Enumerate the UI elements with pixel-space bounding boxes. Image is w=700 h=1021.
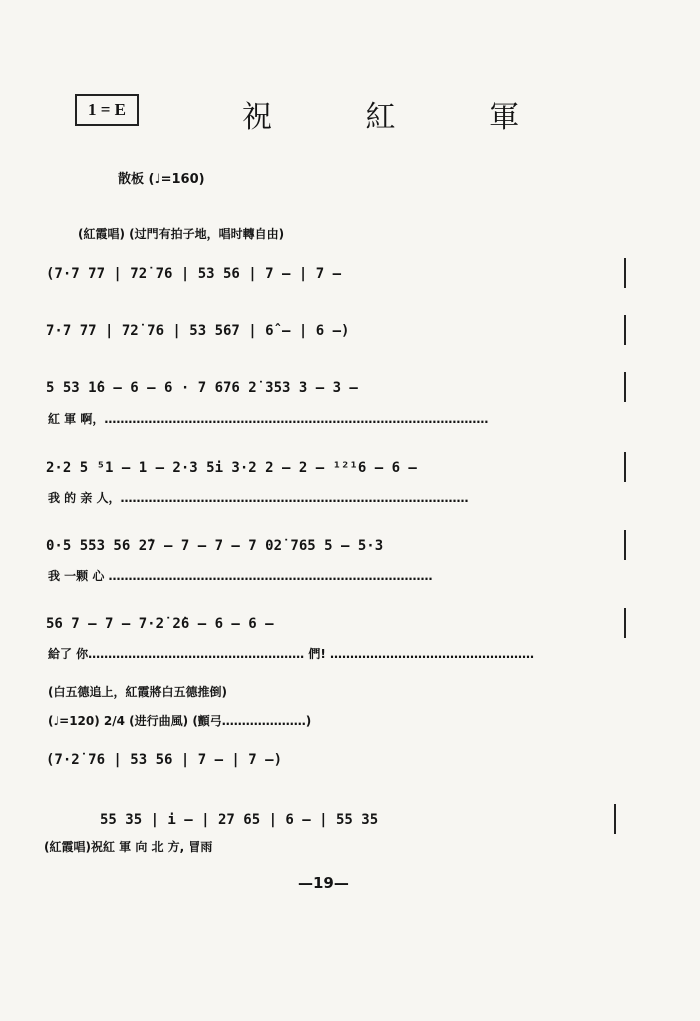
tempo-change: (♩=120) 2/4 (进行曲風) (顫弓…………………) [48,714,312,728]
tempo-marking: 散板 (♩=160) [118,172,205,187]
notation-row-1: (7·7 77 | 72̇ 76 | 53 56 | 7 — | 7 — [46,266,342,282]
notation-row-6: 56 7 — 7 — 7·2̇ 2̇6 — 6 — 6 — [46,616,274,632]
final-barline [624,315,626,345]
lyric-line-2: 我 的 亲 人，…………………………………………………………………………… [48,491,469,505]
final-barline [624,608,626,638]
final-barline [624,372,626,402]
page-number: —19— [298,874,349,892]
notation-row-5: 0·5 553 56 2̇7 — 7 — 7 — 7 02̇ 765 5 — 5·3 [46,538,384,554]
final-barline [624,452,626,482]
lyric-line-3: 我 一颗 心 ……………………………………………………………………… [48,569,433,583]
lyric-line-1: 紅 軍 啊，…………………………………………………………………………………… [48,412,489,426]
final-barline [614,804,616,834]
final-barline [624,258,626,288]
lyric-line-4: 給了 你……………………………………………… 們! …………………………………………… [48,647,535,661]
notation-row-7: (7·2̇ 76 | 53 56 | 7 — | 7 —) [46,752,283,768]
final-barline [624,530,626,560]
song-title: 祝 紅 軍 [242,100,562,135]
notation-row-8: 55 35 | i — | 27 65 | 6 — | 55 35 [100,812,379,828]
stage-direction: (白五德追上，紅霞將白五德推倒) [48,685,227,699]
performance-direction: (紅霞唱) (过門有拍子地，唱时轉自由) [78,227,285,241]
notation-row-2: 7·7 77 | 72̇ 76 | 53 567 | 6̂ — | 6 —) [46,323,350,339]
key-signature-box: 1 = E [75,94,139,126]
notation-row-4: 2·2 5 ⁵1 — 1 — 2·3 5i 3·2 2 — 2 — ¹²¹6 — 6 — [46,460,417,476]
lyric-line-5: (紅霞唱)祝紅 軍 向 北 方, 冒雨 [44,840,213,854]
notation-row-3: 5 53 1̇6 — 6 — 6 · 7 676 2̇ 353 3 — 3 — [46,380,358,396]
